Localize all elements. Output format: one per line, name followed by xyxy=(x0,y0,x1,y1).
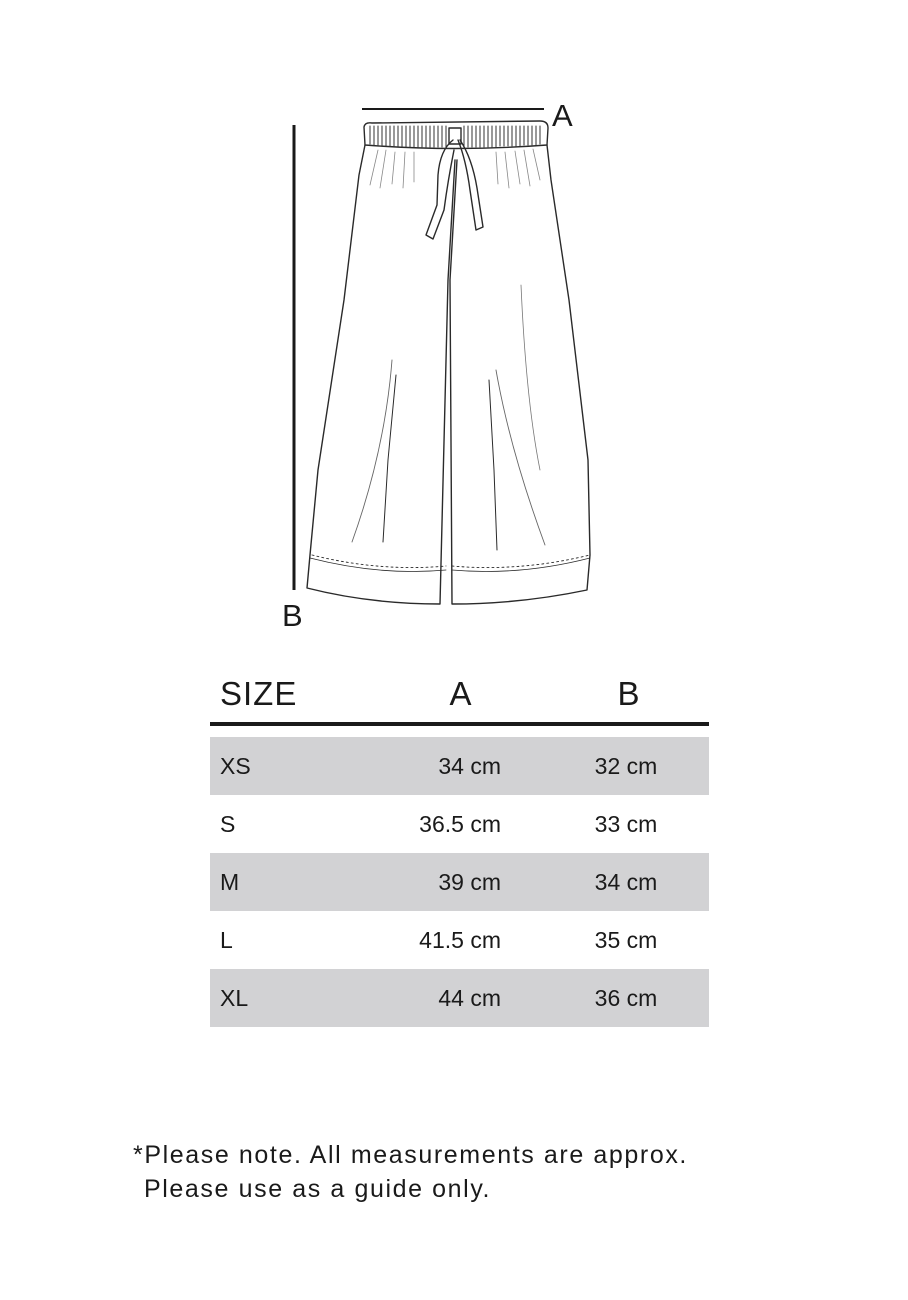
measure-a-cell: 41.5 cm xyxy=(419,927,501,953)
size-cell: S xyxy=(220,811,236,837)
size-cell: XS xyxy=(220,753,251,779)
size-chart-table xyxy=(210,672,709,1027)
wide-leg-pants-icon xyxy=(307,121,590,604)
disclaimer-line-1: *Please note. All measurements are approx. xyxy=(133,1141,688,1169)
measure-b-cell: 33 cm xyxy=(594,811,658,837)
header-b: B xyxy=(617,675,641,712)
measure-a-cell: 44 cm xyxy=(438,985,501,1011)
pants-diagram xyxy=(0,0,908,640)
measure-b-cell: 34 cm xyxy=(594,869,658,895)
measure-a-cell: 36.5 cm xyxy=(419,811,501,837)
size-cell: M xyxy=(220,869,240,895)
measure-a-cell: 39 cm xyxy=(438,869,501,895)
disclaimer-line-2: Please use as a guide only. xyxy=(144,1175,492,1203)
size-cell: L xyxy=(220,927,233,953)
header-a: A xyxy=(449,675,473,712)
table-row xyxy=(210,853,709,911)
measure-b-cell: 32 cm xyxy=(594,753,658,779)
table-row xyxy=(210,911,709,969)
table-body xyxy=(210,737,709,1027)
dimension-label-a: A xyxy=(552,98,573,133)
measure-a-cell: 34 cm xyxy=(438,753,501,779)
measurement-disclaimer xyxy=(133,1138,688,1206)
size-cell: XL xyxy=(220,985,249,1011)
table-row xyxy=(210,795,709,853)
table-row xyxy=(210,737,709,795)
measure-b-cell: 35 cm xyxy=(594,927,658,953)
table-row xyxy=(210,969,709,1027)
table-header xyxy=(210,672,709,726)
header-size: SIZE xyxy=(220,675,298,712)
dimension-label-b: B xyxy=(282,598,303,633)
measure-b-cell: 36 cm xyxy=(594,985,658,1011)
